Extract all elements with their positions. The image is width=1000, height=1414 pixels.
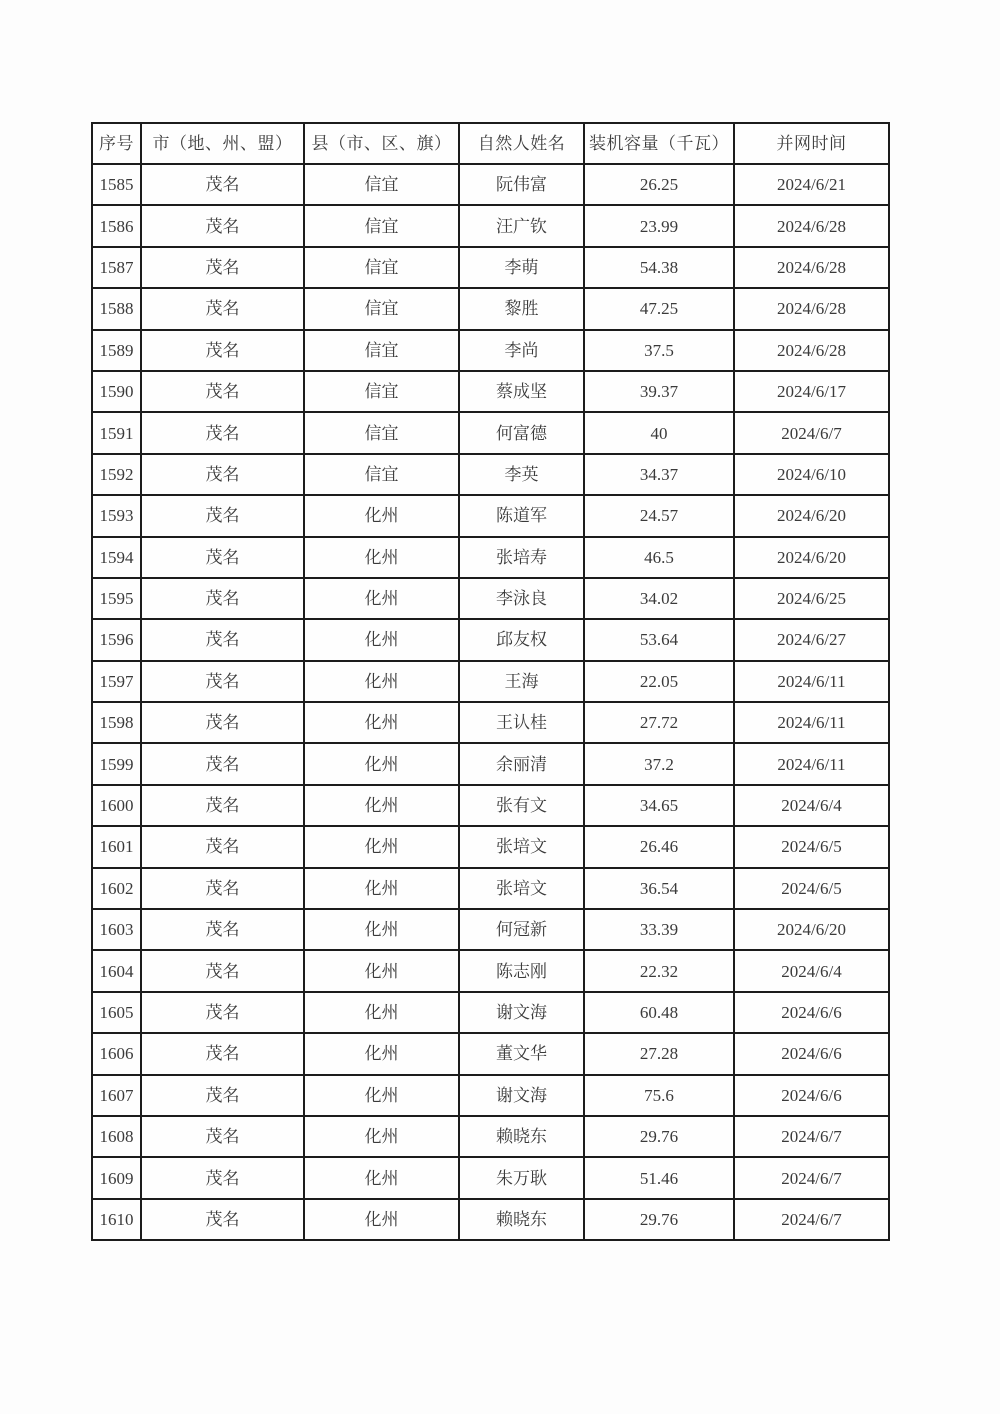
cell-county: 信宜 [304, 205, 459, 246]
cell-person-name: 李泳良 [459, 578, 584, 619]
table-row [92, 205, 889, 246]
cell-grid-date: 2024/6/6 [734, 1033, 889, 1074]
cell-capacity: 47.25 [584, 288, 734, 329]
cell-serial: 1599 [92, 743, 141, 784]
cell-person-name: 张有文 [459, 785, 584, 826]
cell-serial: 1607 [92, 1075, 141, 1116]
cell-grid-date: 2024/6/28 [734, 205, 889, 246]
cell-city: 茂名 [141, 412, 304, 453]
table-row [92, 454, 889, 495]
cell-person-name: 张培寿 [459, 537, 584, 578]
cell-county: 信宜 [304, 247, 459, 288]
cell-county: 信宜 [304, 371, 459, 412]
cell-city: 茂名 [141, 454, 304, 495]
column-header-city: 市（地、州、盟） [141, 123, 304, 164]
cell-grid-date: 2024/6/25 [734, 578, 889, 619]
grid-connection-table [91, 122, 890, 1241]
cell-county: 化州 [304, 1116, 459, 1157]
column-header-serial: 序号 [92, 123, 141, 164]
cell-person-name: 赖晓东 [459, 1116, 584, 1157]
cell-capacity: 75.6 [584, 1075, 734, 1116]
table-row [92, 743, 889, 784]
cell-city: 茂名 [141, 868, 304, 909]
cell-person-name: 黎胜 [459, 288, 584, 329]
cell-county: 信宜 [304, 164, 459, 205]
cell-serial: 1606 [92, 1033, 141, 1074]
cell-city: 茂名 [141, 164, 304, 205]
cell-grid-date: 2024/6/11 [734, 743, 889, 784]
cell-county: 化州 [304, 661, 459, 702]
cell-person-name: 谢文海 [459, 1075, 584, 1116]
cell-person-name: 王海 [459, 661, 584, 702]
cell-county: 化州 [304, 537, 459, 578]
cell-person-name: 李尚 [459, 330, 584, 371]
cell-capacity: 36.54 [584, 868, 734, 909]
cell-capacity: 24.57 [584, 495, 734, 536]
cell-capacity: 53.64 [584, 619, 734, 660]
table-row [92, 661, 889, 702]
cell-county: 化州 [304, 909, 459, 950]
cell-serial: 1598 [92, 702, 141, 743]
cell-capacity: 34.02 [584, 578, 734, 619]
cell-person-name: 张培文 [459, 826, 584, 867]
cell-city: 茂名 [141, 495, 304, 536]
cell-county: 化州 [304, 1033, 459, 1074]
cell-county: 信宜 [304, 288, 459, 329]
cell-person-name: 余丽清 [459, 743, 584, 784]
cell-serial: 1597 [92, 661, 141, 702]
table-row [92, 578, 889, 619]
cell-capacity: 22.05 [584, 661, 734, 702]
table-row [92, 992, 889, 1033]
table-row [92, 247, 889, 288]
cell-county: 化州 [304, 826, 459, 867]
cell-person-name: 何富德 [459, 412, 584, 453]
cell-person-name: 邱友权 [459, 619, 584, 660]
table-row [92, 537, 889, 578]
cell-person-name: 蔡成坚 [459, 371, 584, 412]
table-row [92, 619, 889, 660]
cell-serial: 1587 [92, 247, 141, 288]
cell-capacity: 37.5 [584, 330, 734, 371]
cell-serial: 1593 [92, 495, 141, 536]
cell-county: 信宜 [304, 412, 459, 453]
cell-city: 茂名 [141, 743, 304, 784]
cell-city: 茂名 [141, 619, 304, 660]
table-row [92, 330, 889, 371]
cell-capacity: 54.38 [584, 247, 734, 288]
cell-capacity: 34.65 [584, 785, 734, 826]
cell-capacity: 51.46 [584, 1157, 734, 1198]
cell-city: 茂名 [141, 826, 304, 867]
cell-grid-date: 2024/6/11 [734, 661, 889, 702]
cell-county: 化州 [304, 950, 459, 991]
table-row [92, 1033, 889, 1074]
cell-city: 茂名 [141, 288, 304, 329]
cell-capacity: 60.48 [584, 992, 734, 1033]
cell-capacity: 40 [584, 412, 734, 453]
cell-serial: 1605 [92, 992, 141, 1033]
cell-grid-date: 2024/6/11 [734, 702, 889, 743]
table-row [92, 164, 889, 205]
cell-serial: 1600 [92, 785, 141, 826]
cell-serial: 1594 [92, 537, 141, 578]
cell-city: 茂名 [141, 1075, 304, 1116]
table-row [92, 288, 889, 329]
table-row [92, 495, 889, 536]
column-header-capacity: 装机容量（千瓦） [584, 123, 734, 164]
cell-capacity: 29.76 [584, 1199, 734, 1240]
cell-serial: 1610 [92, 1199, 141, 1240]
cell-county: 信宜 [304, 454, 459, 495]
cell-serial: 1585 [92, 164, 141, 205]
cell-grid-date: 2024/6/20 [734, 495, 889, 536]
cell-grid-date: 2024/6/6 [734, 992, 889, 1033]
table-header-row [92, 123, 889, 164]
cell-grid-date: 2024/6/4 [734, 950, 889, 991]
cell-capacity: 27.28 [584, 1033, 734, 1074]
cell-grid-date: 2024/6/6 [734, 1075, 889, 1116]
cell-capacity: 26.46 [584, 826, 734, 867]
cell-grid-date: 2024/6/7 [734, 412, 889, 453]
cell-serial: 1590 [92, 371, 141, 412]
cell-county: 化州 [304, 992, 459, 1033]
cell-person-name: 陈道军 [459, 495, 584, 536]
cell-serial: 1591 [92, 412, 141, 453]
cell-grid-date: 2024/6/4 [734, 785, 889, 826]
cell-grid-date: 2024/6/27 [734, 619, 889, 660]
cell-city: 茂名 [141, 247, 304, 288]
cell-county: 信宜 [304, 330, 459, 371]
cell-person-name: 谢文海 [459, 992, 584, 1033]
cell-capacity: 34.37 [584, 454, 734, 495]
table-row [92, 1116, 889, 1157]
cell-serial: 1601 [92, 826, 141, 867]
column-header-person-name: 自然人姓名 [459, 123, 584, 164]
table-row [92, 702, 889, 743]
cell-grid-date: 2024/6/7 [734, 1116, 889, 1157]
cell-grid-date: 2024/6/28 [734, 330, 889, 371]
table-row [92, 950, 889, 991]
cell-serial: 1608 [92, 1116, 141, 1157]
cell-city: 茂名 [141, 330, 304, 371]
cell-person-name: 阮伟富 [459, 164, 584, 205]
cell-grid-date: 2024/6/28 [734, 247, 889, 288]
cell-serial: 1588 [92, 288, 141, 329]
cell-grid-date: 2024/6/10 [734, 454, 889, 495]
cell-person-name: 陈志刚 [459, 950, 584, 991]
cell-grid-date: 2024/6/5 [734, 868, 889, 909]
cell-county: 化州 [304, 495, 459, 536]
cell-city: 茂名 [141, 1033, 304, 1074]
cell-serial: 1592 [92, 454, 141, 495]
cell-county: 化州 [304, 743, 459, 784]
cell-capacity: 46.5 [584, 537, 734, 578]
cell-capacity: 33.39 [584, 909, 734, 950]
column-header-county: 县（市、区、旗） [304, 123, 459, 164]
cell-city: 茂名 [141, 702, 304, 743]
table-row [92, 1157, 889, 1198]
cell-grid-date: 2024/6/7 [734, 1157, 889, 1198]
cell-person-name: 朱万耿 [459, 1157, 584, 1198]
table-row [92, 785, 889, 826]
cell-grid-date: 2024/6/5 [734, 826, 889, 867]
table-body [92, 164, 889, 1240]
table-row [92, 909, 889, 950]
cell-person-name: 李英 [459, 454, 584, 495]
cell-city: 茂名 [141, 909, 304, 950]
table-row [92, 868, 889, 909]
cell-county: 化州 [304, 619, 459, 660]
cell-serial: 1589 [92, 330, 141, 371]
cell-person-name: 王认桂 [459, 702, 584, 743]
cell-city: 茂名 [141, 1116, 304, 1157]
cell-capacity: 29.76 [584, 1116, 734, 1157]
cell-serial: 1609 [92, 1157, 141, 1198]
cell-capacity: 39.37 [584, 371, 734, 412]
table-row [92, 412, 889, 453]
cell-city: 茂名 [141, 661, 304, 702]
cell-county: 化州 [304, 578, 459, 619]
cell-county: 化州 [304, 785, 459, 826]
cell-grid-date: 2024/6/17 [734, 371, 889, 412]
cell-person-name: 董文华 [459, 1033, 584, 1074]
cell-serial: 1602 [92, 868, 141, 909]
cell-capacity: 26.25 [584, 164, 734, 205]
cell-person-name: 张培文 [459, 868, 584, 909]
cell-county: 化州 [304, 1157, 459, 1198]
column-header-grid-date: 并网时间 [734, 123, 889, 164]
cell-person-name: 何冠新 [459, 909, 584, 950]
cell-grid-date: 2024/6/21 [734, 164, 889, 205]
cell-city: 茂名 [141, 578, 304, 619]
cell-city: 茂名 [141, 1199, 304, 1240]
cell-city: 茂名 [141, 537, 304, 578]
cell-city: 茂名 [141, 992, 304, 1033]
cell-grid-date: 2024/6/28 [734, 288, 889, 329]
cell-grid-date: 2024/6/20 [734, 537, 889, 578]
cell-city: 茂名 [141, 205, 304, 246]
cell-serial: 1603 [92, 909, 141, 950]
cell-serial: 1586 [92, 205, 141, 246]
cell-county: 化州 [304, 868, 459, 909]
cell-city: 茂名 [141, 950, 304, 991]
cell-serial: 1596 [92, 619, 141, 660]
cell-county: 化州 [304, 702, 459, 743]
cell-county: 化州 [304, 1199, 459, 1240]
cell-capacity: 22.32 [584, 950, 734, 991]
cell-capacity: 27.72 [584, 702, 734, 743]
cell-county: 化州 [304, 1075, 459, 1116]
cell-serial: 1604 [92, 950, 141, 991]
cell-person-name: 汪广钦 [459, 205, 584, 246]
cell-city: 茂名 [141, 785, 304, 826]
table-row [92, 371, 889, 412]
cell-grid-date: 2024/6/7 [734, 1199, 889, 1240]
cell-grid-date: 2024/6/20 [734, 909, 889, 950]
cell-city: 茂名 [141, 371, 304, 412]
table-row [92, 1199, 889, 1240]
table-row [92, 1075, 889, 1116]
cell-serial: 1595 [92, 578, 141, 619]
cell-person-name: 赖晓东 [459, 1199, 584, 1240]
cell-person-name: 李萌 [459, 247, 584, 288]
cell-capacity: 23.99 [584, 205, 734, 246]
cell-city: 茂名 [141, 1157, 304, 1198]
cell-capacity: 37.2 [584, 743, 734, 784]
table-row [92, 826, 889, 867]
